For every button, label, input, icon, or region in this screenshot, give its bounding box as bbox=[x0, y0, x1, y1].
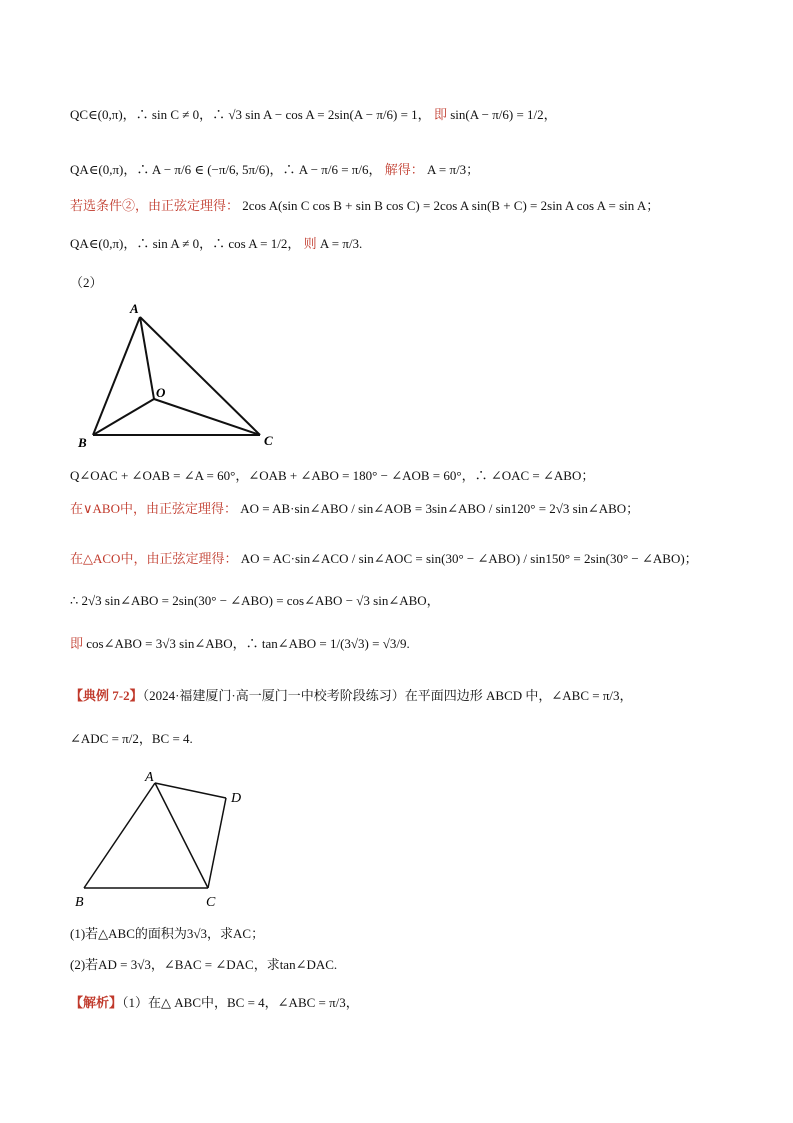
question-2: (2)若AD = 3√3，∠BAC = ∠DAC，求tan∠DAC. bbox=[70, 957, 338, 972]
quadrilateral-figure-abcd bbox=[70, 765, 270, 915]
line-3-red: 若选条件②，由正弦定理得： bbox=[70, 198, 240, 213]
line-4-text: QA∈(0,π)，∴ sin A ≠ 0，∴ cos A = 1/2， bbox=[70, 236, 301, 251]
solution-line-8 bbox=[70, 591, 440, 611]
line-1-text: QC∈(0,π)，∴ sin C ≠ 0，∴ √3 sin A − cos A = 2sin(A − π/6) = 1， bbox=[70, 107, 431, 122]
vertex-label-c: C bbox=[264, 433, 273, 448]
example-rest: ABCD 中，∠ABC = π/3， bbox=[486, 688, 633, 703]
line-2-red: 解得： bbox=[384, 162, 424, 177]
edge-bo bbox=[93, 399, 154, 435]
solution-label: 【解析】 bbox=[70, 995, 123, 1010]
solution-line-1 bbox=[70, 105, 557, 125]
line-9-tail: cos∠ABO = 3√3 sin∠ABO，∴ tan∠ABO = 1/(3√3) = √3/9. bbox=[86, 636, 410, 651]
vertex-label-b: B bbox=[78, 435, 87, 450]
vertex-label-a: A bbox=[130, 301, 139, 316]
solution-line-2 bbox=[70, 160, 479, 180]
solution-line-4 bbox=[70, 234, 362, 254]
line-4-tail: A = π/3. bbox=[319, 236, 363, 251]
example-label: 【典例 7-2】 bbox=[70, 688, 143, 703]
solution-line-9 bbox=[70, 634, 410, 654]
example-heading bbox=[70, 686, 633, 706]
edge-ab bbox=[93, 317, 140, 435]
solution-start bbox=[70, 993, 359, 1013]
line-4-red: 则 bbox=[303, 236, 317, 251]
vertex-label-b: B bbox=[75, 895, 84, 910]
solution-line-7 bbox=[70, 549, 698, 569]
example-line-2: ∠ADC = π/2，BC = 4. bbox=[70, 731, 193, 746]
line-6-red: 在∨ABO中，由正弦定理得： bbox=[70, 501, 237, 516]
solution-line-3 bbox=[70, 196, 659, 216]
solution-line-6 bbox=[70, 499, 639, 519]
edge-ab bbox=[84, 783, 155, 888]
vertex-label-a: A bbox=[145, 770, 154, 785]
line-7-red: 在△ACO中，由正弦定理得： bbox=[70, 551, 238, 566]
vertex-label-d: D bbox=[231, 791, 242, 806]
line-9-red: 即 bbox=[70, 636, 84, 651]
vertex-label-c: C bbox=[206, 895, 216, 910]
solution-text: （1）在△ ABC中，BC = 4，∠ABC = π/3， bbox=[122, 995, 359, 1010]
edge-ac bbox=[155, 783, 208, 888]
line-5-text: Q∠OAC + ∠OAB = ∠A = 60°，∠OAB + ∠ABO = 180° − ∠AOB = 60°，∴ ∠OAC = ∠ABO； bbox=[70, 468, 595, 483]
example-source: （2024·福建厦门·高一厦门一中校考阶段练习）在平面四边形 bbox=[142, 688, 483, 703]
edge-ad bbox=[155, 783, 226, 798]
line-6-tail: AO = AB·sin∠ABO / sin∠AOB = 3sin∠ABO / sin120° = 2√3 sin∠ABO； bbox=[240, 501, 640, 516]
line-8-text: ∴ 2√3 sin∠ABO = 2sin(30° − ∠ABO) = cos∠ABO − √3 sin∠ABO， bbox=[70, 593, 440, 608]
line-3-tail: 2cos A(sin C cos B + sin B cos C) = 2cos A sin(B + C) = 2sin A cos A = sin A； bbox=[242, 198, 660, 213]
solution-line-5 bbox=[70, 466, 594, 486]
line-1-tail: sin(A − π/6) = 1/2， bbox=[450, 107, 557, 122]
line-2-text: QA∈(0,π)，∴ A − π/6 ∈ (−π/6, 5π/6)，∴ A − π/6 = π/6， bbox=[70, 162, 382, 177]
line-1-red: 即 bbox=[433, 107, 447, 122]
triangle-figure-aboc bbox=[70, 295, 290, 455]
edge-dc bbox=[208, 798, 226, 888]
line-2-tail: A = π/3； bbox=[427, 162, 480, 177]
edge-co bbox=[154, 399, 260, 435]
vertex-label-o: O bbox=[156, 385, 166, 400]
part-2-label: （2） bbox=[70, 275, 103, 290]
line-7-tail: AO = AC·sin∠ACO / sin∠AOC = sin(30° − ∠ABO) / sin150° = 2sin(30° − ∠ABO)； bbox=[240, 551, 698, 566]
question-1: (1)若△ABC的面积为3√3，求AC； bbox=[70, 926, 265, 941]
edge-ac bbox=[140, 317, 260, 435]
